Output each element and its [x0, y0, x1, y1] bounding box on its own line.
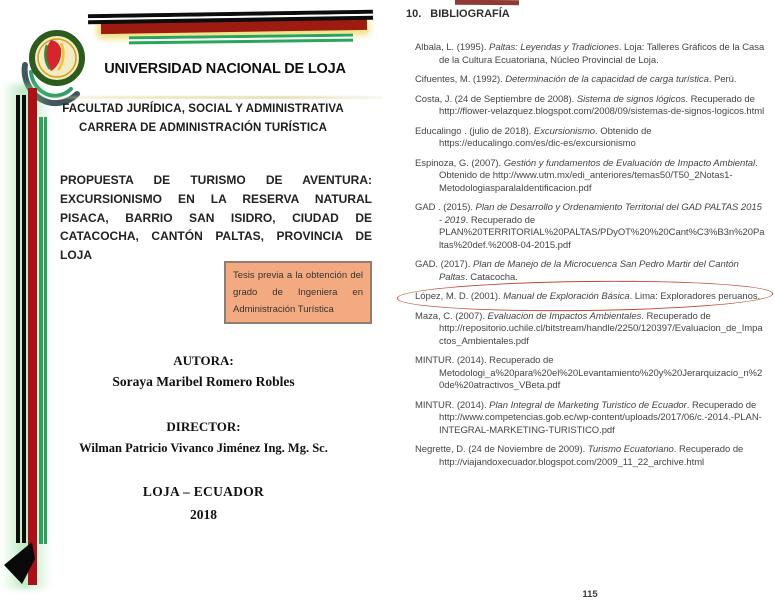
reference-item: Maza, C. (2007). Evaluacion de Impactos Ambientales. Recuperado de http://repositorio.uchile.cl/bitstream/handle/2250/120397/Evaluacion_de_Impactos_Ambientales.pdf: [415, 310, 763, 347]
ribbon-green-stripe: [44, 117, 47, 544]
career-name: CARRERA DE ADMINISTRACIÓN TURÍSTICA: [79, 122, 327, 134]
title-underline-decoration: [52, 96, 382, 99]
reference-item: GAD . (2015). Plan de Desarrollo y Ordenamiento Territorial del GAD PALTAS 2015 - 2019. Recuperado de PLAN%20TERRITORIAL%20PALTAS/PDyOT%20%20Cant%C3%B3n%20Paltas%20def.%2008-04-2015.pdf: [415, 202, 765, 251]
reference-item: Costa, J. (24 de Septiembre de 2008). Sistema de signos lógicos. Recuperado de http://flower-velazquez.blogspot.com/2008/09/sistemas-de-signos-logicos.html: [415, 93, 765, 117]
reference-item: GAD. (2017). Plan de Manejo de la Microcuenca San Pedro Martir del Cantón Paltas. Catacocha.: [415, 259, 739, 283]
thesis-note-box: [224, 261, 372, 324]
reference-item: Negrette, D. (24 de Noviembre de 2009). Turismo Ecuatoriano. Recuperado de http://viajandoxecuador.blogspot.com/2009_11_22_archive.html: [415, 444, 744, 468]
author-name: Soraya Maribel Romero Robles: [112, 374, 295, 389]
ribbon-arrowhead-icon: [0, 538, 46, 590]
reference-item: Cifuentes, M. (1992). Determinación de la capacidad de carga turística. Perú.: [415, 74, 737, 85]
reference-item: López, M. D. (2001). Manual de Exploración Básica. Lima: Exploradores peruanos.: [415, 291, 765, 304]
ribbon-red-stripe: [28, 88, 37, 585]
director-name: Wilman Patricio Vivanco Jiménez Ing. Mg. Sc.: [79, 441, 328, 455]
reference-list: [415, 42, 765, 476]
bibliography-heading: [406, 8, 510, 20]
director-label: DIRECTOR:: [166, 419, 241, 434]
reference-item: MINTUR. (2014). Recuperado de Metodologi_a%20para%20el%20Levantamiento%20y%20Jerarquizacio_n%20de%20atractivos_VBeta.pdf: [415, 355, 763, 391]
page-number: 115: [582, 589, 598, 600]
thesis-title: PROPUESTA DE TURISMO DE AVENTURA: EXCURSIONISMO EN LA RESERVA NATURAL PISACA, BARRIO SAN ISIDRO, CIUDAD DE CATACOCHA, CANTÓN PALTAS, PROVINCIA DE LOJA: [60, 173, 372, 263]
ribbon-green-stripe: [39, 117, 43, 544]
author-label: AUTORA:: [173, 353, 234, 368]
reference-item: Albala, L. (1995). Paltas: Leyendas y Tradiciones. Loja: Talleres Gráficos de la Casa de la Cultura Ecuatoriana, Núcleo Provincial de Loja.: [415, 42, 765, 66]
ribbon-black-stripe: [16, 95, 20, 543]
thesis-note-text: Tesis previa a la obtención del grado de Ingeniera en Administración Turística: [233, 270, 363, 315]
ribbon-black-stripe: [22, 95, 26, 543]
faculty-name: FACULTAD JURÍDICA, SOCIAL Y ADMINISTRATIVA: [62, 103, 344, 115]
year-line: 2018: [190, 507, 217, 522]
top-bar-green: [129, 34, 353, 45]
university-name: UNIVERSIDAD NACIONAL DE LOJA: [104, 61, 346, 77]
reference-item: Educalingo . (julio de 2018). Excursionismo. Obtenido de https://educalingo.com/es/dic-es/excursionismo: [415, 125, 652, 149]
reference-item: Espinoza, G. (2007). Gestión y fundamentos de Evaluación de Impacto Ambiental. Obtenido de http://www.utm.mx/edi_anteriores/temas50/T50_2Notas1-MetodologiasparalaIdentificacion.pdf: [415, 157, 758, 194]
location-line: LOJA – ECUADOR: [142, 484, 265, 499]
top-edge-red-mark: [455, 0, 519, 5]
reference-item: MINTUR. (2014). Plan Integral de Marketing Turistico de Ecuador. Recuperado de http://www.competencias.gob.ec/wp-content/uploads/2017/06/c.-2014.-PLAN-INTEGRAL-MARKETING-TURISTICO.pdf: [415, 399, 762, 436]
heading-number: 10.: [406, 8, 422, 20]
heading-label: BIBLIOGRAFÍA: [430, 8, 510, 20]
